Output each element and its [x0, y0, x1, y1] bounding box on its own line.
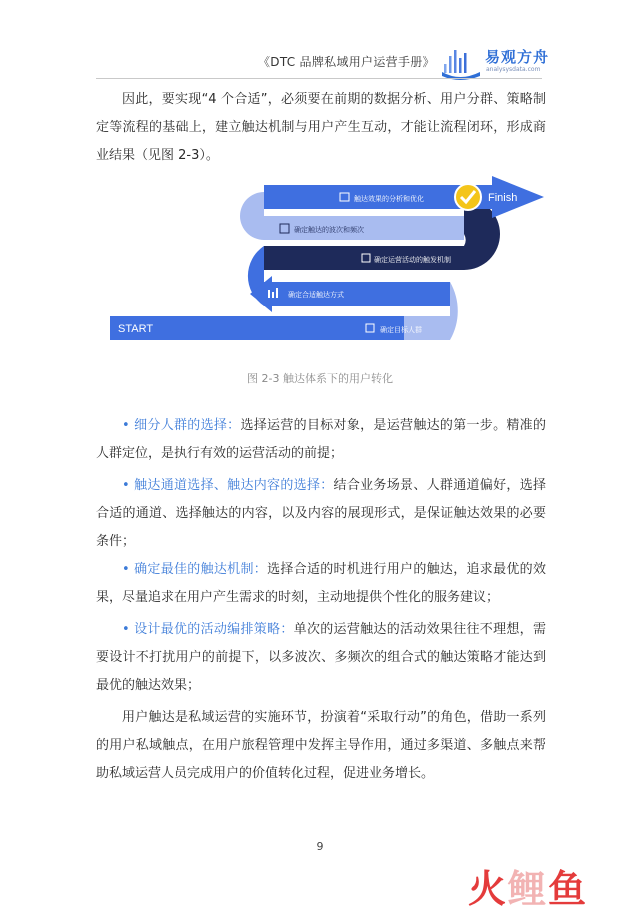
bullet-text: 选择合适的时机进行用户的触达，追求最优的效果，尽量追求在用户产生需求的时刻，主动地提供个性化的服务建议； — [96, 562, 546, 605]
curve-left-upper — [240, 192, 264, 240]
check-icon — [455, 184, 481, 210]
step-2-label: 确定合适触达方式 — [288, 291, 344, 299]
logo-text: 易观方舟 — [485, 48, 550, 66]
figure-caption: 图 2-3 触达体系下的用户转化 — [247, 372, 393, 385]
touch-system-diagram — [104, 176, 544, 351]
step-4-label: 确定触达的波次和频次 — [294, 226, 364, 234]
step-1-label: 确定目标人群 — [380, 326, 422, 334]
bullet-term: • 细分人群的选择： — [122, 418, 241, 433]
document-header-title: 《DTC 品牌私域用户运营手册》 — [258, 55, 435, 69]
step-5-label: 触达效果的分析和优化 — [354, 195, 424, 203]
page-number: 9 — [316, 840, 324, 853]
bullet-term: • 触达通道选择、触达内容的选择： — [122, 478, 334, 493]
bar-chart-icon — [268, 290, 270, 298]
bullet-term: • 确定最佳的触达机制： — [122, 562, 268, 577]
intro-paragraph: 因此，要实现“4 个合适”，必须要在前期的数据分析、用户分群、策略制定等流程的基础上，建立触达机制与用户产生互动，才能让流程闭环，形成商业结果（见图 2-3）。 — [96, 92, 546, 163]
bullet-text: 结合业务场景、人群通道偏好，选择合适的通道、选择触达的内容，以及内容的展现形式，是保证触达效果的必要条件； — [96, 478, 546, 549]
finish-label: Finish — [488, 192, 518, 204]
bullet-term: • 设计最优的活动编排策略： — [122, 622, 294, 637]
bullet-item — [96, 556, 546, 612]
logo-subtext: analysysdata.com — [486, 66, 541, 73]
bullet-item — [96, 472, 546, 556]
watermark-char: 火 — [468, 867, 509, 911]
bullet-item — [96, 616, 546, 700]
step-3-label: 确定运营活动的触发机制 — [374, 256, 451, 264]
bullet-text: 选择运营的目标对象，是运营触达的第一步。精准的人群定位，是执行有效的运营活动的前提； — [96, 418, 546, 461]
start-label: START — [118, 323, 154, 335]
watermark-char: 鱼 — [548, 867, 589, 911]
closing-paragraph: 用户触达是私域运营的实施环节，扮演着“采取行动”的角色，借助一系列的用户私域触点，在用户旅程管理中发挥主导作用，通过多渠道、多触点来帮助私域运营人员完成用户的价值转化过程，促进业务增长。 — [96, 710, 546, 781]
header-divider — [96, 78, 542, 79]
bullet-item — [96, 412, 546, 468]
watermark-char: 鲤 — [508, 867, 549, 911]
bullet-text: 单次的运营触达的活动效果往往不理想，需要设计不打扰用户的前提下，以多波次、多频次的组合式的触达策略才能达到最优的触达效果； — [96, 622, 546, 693]
